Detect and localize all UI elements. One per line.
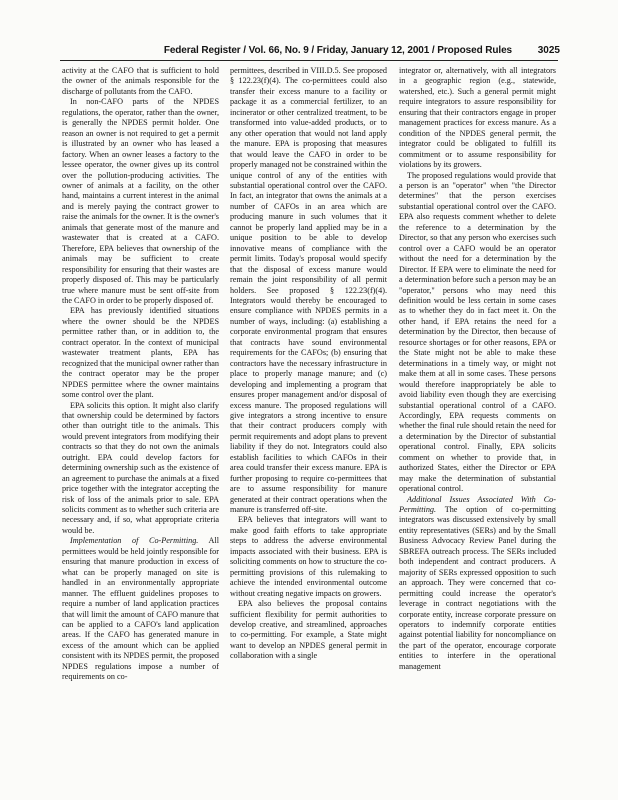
page-number: 3025: [537, 45, 560, 56]
paragraph: [62, 401, 219, 537]
text-column-2: [230, 66, 387, 662]
text-column-1: [62, 66, 219, 683]
paragraph-run-in-heading: Implementation of Co-Permitting.: [70, 536, 199, 546]
paragraph-text: EPA also believes the proposal contains sufficient flexibility for permit authorities to develop creative, and streamlined, approaches to co-permitting. For example, a State might want to develop an NPDES general permit in collaboration with a single: [230, 599, 387, 661]
page-header: [60, 44, 560, 58]
header-rule: [60, 60, 558, 61]
paragraph: [230, 515, 387, 599]
running-head: Federal Register / Vol. 66, No. 9 / Friday, January 12, 2001 / Proposed Rules: [163, 45, 512, 56]
paragraph: [62, 97, 219, 306]
paragraph: [230, 66, 387, 515]
paragraph-text: All permittees would be held jointly responsible for ensuring that manure production in excess of what can be properly managed on site is handled in an environmentally appropriate manner. The effluent guidelines proposes to require a number of land application practices that will limit the amount of CAFO manure that can be applied to a CAFO's land application areas. If the CAFO has generated manure in excess of the amount which can be applied consistent with its NPDES permit, the proposed NPDES regulations impose a number of requirements on co-: [62, 536, 219, 682]
text-column-3: [399, 66, 556, 672]
paragraph-text: permittees, described in VIII.D.5. See proposed § 122.23(f)(4). The co-permittees could also transfer their excess manure to a facility or package it as a commercial fertilizer, to an incinerator or other centralized treatment, to be transformed into value-added products, or to any other operation that would not land apply the manure. EPA is proposing that measures that would leave the CAFO in order to be properly managed not be constrained within the unique control of any of the entities with substantial operational control over the CAFO. In fact, an integrator that owns the animals at a number of CAFOs in an area which are producing manure in such volumes that it cannot be properly land applied may be in a unique position to be able to develop innovative means of compliance with the permit limits. Today's proposal would specify that the disposal of excess manure would remain the joint responsibility of all permit holders. See proposed § 122.23(f)(4). Integrators would thereby be encouraged to ensure compliance with NPDES permits in a number of ways, including: (a) establishing a corporate environmental program that ensures that contracts have sound environmental requirements for the CAFOs; (b) ensuring that contractors have the necessary infrastructure in place to properly manage manure; and (c) developing and implementing a program that ensures proper management and/or disposal of excess manure. The proposed regulations will give integrators a strong incentive to ensure that their contract producers comply with permit requirements and adopt plans to prevent liability if they do not. Integrators could also establish facilities to which CAFOs in their area could transfer their excess manure. EPA is further proposing to require co-permittees that are to assume responsibility for manure generated at their contract operations when the manure is transferred off-site.: [230, 66, 387, 515]
paragraph: [230, 599, 387, 662]
paragraph: [62, 536, 219, 682]
paragraph: [62, 66, 219, 97]
paragraph: [399, 171, 556, 495]
paragraph-text: The proposed regulations would provide that a person is an "operator" when "the Director determines" that the person exercises substantial operational control over the CAFO. EPA also requests comment whether to delete the reference to a determination by the Director, so that any person who exercises such control over a CAFO would be an operator without the need for a determination by the Director. If EPA were to eliminate the need for a determination before such a person may be an "operator," persons who may need this definition would be less certain in some cases as to whether they do in fact meet it. On the other hand, if EPA retains the need for a determination by the Director, then because of resource shortages or for other reasons, EPA or the State might not be able to make these determinations in a timely way, or might not make them at all in some cases. These persons would therefore inappropriately be able to avoid liability even though they are exercising substantial operational control of a CAFO. Accordingly, EPA requests comments on whether the final rule should retain the need for a determination by the Director of substantial operational control. Finally, EPA solicits comment on whether to provide that, in authorized States, either the Director or EPA may make the determination of substantial operational control.: [399, 170, 556, 494]
paragraph-text: EPA has previously identified situations where the owner should be the NPDES permittee rather than, or in addition to, the contract operator. In the context of municipal wastewater treatment plants, EPA has recognized that the municipal owner rather than the contract operator may be the proper NPDES permittee where the owner maintains some control over the plant.: [62, 306, 219, 400]
paragraph-run-in-heading: Additional Issues Associated With Co-Permitting.: [399, 494, 556, 515]
paragraph: [399, 495, 556, 673]
paragraph-text: integrator or, alternatively, with all integrators in a geographic region (e.g., statewide, watershed, etc.). Such a general permit might require integrators to assure responsibility for ensuring that their contractors engage in proper management practices for excess manure. As a condition of the NPDES general permit, the integrator could be obligated to fulfill its commitment or to assume responsibility for violations by its growers.: [399, 66, 556, 170]
paragraph: [62, 306, 219, 400]
paragraph-text: In non-CAFO parts of the NPDES regulations, the operator, rather than the owner, is generally the NPDES permit holder. One reason an owner is not required to get a permit is illustrated by an owner who has leased a factory. When an owner leases a factory to the lessee operator, the owner gives up its control over the pollution-producing activities. The owner of animals at a facility, on the other hand, maintains a current interest in the animal and is merely paying the contract grower to raise the animals for the owner. It is the owner's animals that generate most of the manure and wastewater that is created at a CAFO. Therefore, EPA believes that ownership of the animals may be sufficient to create responsibility for ensuring that their wastes are properly disposed of. This may be particularly true where manure must be sent off-site from the CAFO in order to be properly disposed of.: [62, 97, 219, 305]
paragraph: [399, 66, 556, 171]
paragraph-text: EPA solicits this option. It might also clarify that ownership could be determined by factors other than outright title to the animals. This would prevent integrators from modifying their contracts so that they do not own the animals outright. EPA could develop factors for determining ownership such as the existence of an agreement to purchase the animals at a fixed price together with the integrator accepting the risk of loss of the animals prior to sale. EPA solicits comment as to whether such criteria are necessary and, if so, what appropriate criteria would be.: [62, 400, 219, 535]
paragraph-text: EPA believes that integrators will want to make good faith efforts to take appropriate steps to address the adverse environmental impacts associated with their business. EPA is soliciting comments on how to structure the co-permitting provisions of this rulemaking to achieve the intended environmental outcome without creating negative impacts on growers.: [230, 515, 387, 598]
paragraph-text: activity at the CAFO that is sufficient to hold the owner of the animals responsible for the discharge of pollutants from the CAFO.: [62, 66, 219, 96]
paragraph-text: The option of co-permitting integrators was discussed extensively by small entity representatives (SERs) and by the Small Business Advocacy Review Panel during the SBREFA outreach process. The SERs included both independent and contract producers. A majority of SERs expressed opposition to such an approach. They were concerned that co-permitting could increase the operator's leverage in contract negotiations with the corporate entity, increase corporate pressure on operators to indemnify corporate entities against potential liability for noncompliance on the part of the operator, encourage corporate entities to interfere in the operational management: [399, 505, 556, 671]
